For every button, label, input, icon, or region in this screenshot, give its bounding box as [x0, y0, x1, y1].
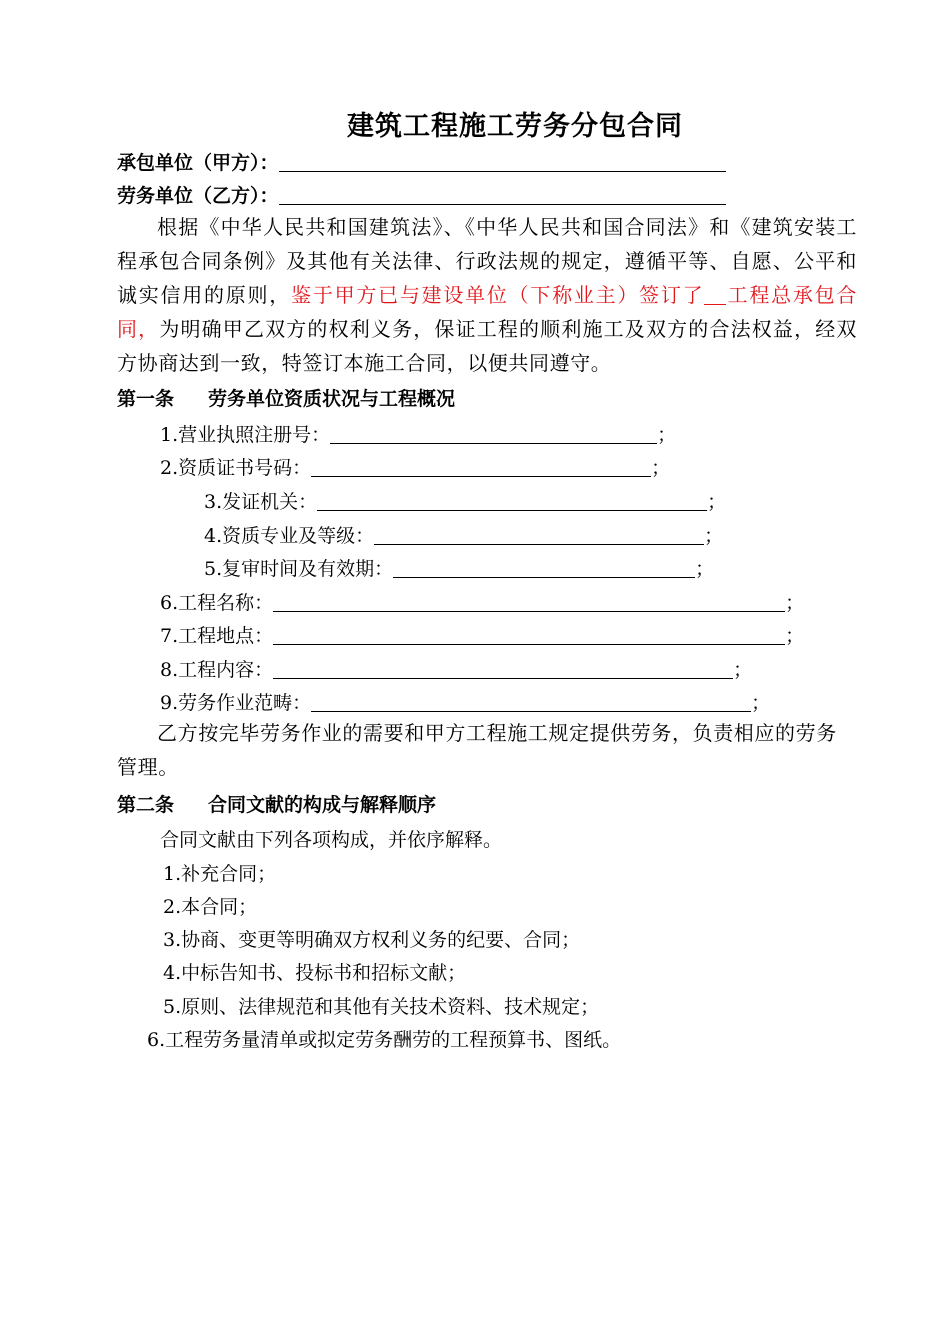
- article-2-intro: 合同文献由下列各项构成，并依序解释。: [160, 829, 503, 851]
- list-item: [160, 621, 804, 648]
- item-label: 1.营业执照注册号：: [160, 424, 331, 446]
- list-item: 2.本合同；: [163, 896, 258, 918]
- item-label: 3.发证机关：: [204, 491, 318, 513]
- item-end: ；: [733, 659, 753, 681]
- list-item: 1.补充合同；: [163, 863, 277, 885]
- item-label: 6.工程名称：: [160, 592, 274, 614]
- item-end: ；: [695, 558, 715, 580]
- intro-paragraph: [117, 210, 857, 380]
- item-label: 7.工程地点：: [160, 625, 274, 647]
- list-item: [160, 655, 752, 682]
- intro-red-text-2: 工程总承包合同，: [117, 283, 857, 341]
- list-item: 4.中标告知书、投标书和招标文献；: [163, 962, 467, 984]
- item-label: 4.资质专业及等级：: [204, 525, 375, 547]
- article-1-number: 第一条: [117, 388, 175, 410]
- list-item: [204, 521, 723, 548]
- list-item: 5.原则、法律规范和其他有关技术资料、技术规定；: [163, 996, 600, 1018]
- item-end: ；: [751, 692, 771, 714]
- list-item: 3.协商、变更等明确双方权利义务的纪要、合同；: [163, 929, 581, 951]
- item-label: 5.复审时间及有效期：: [204, 558, 394, 580]
- intro-text-1: 根据《中华人民共和国建筑法》、《中华人民共和国合同法》和《建筑安装工程承包合同条例》及其他有关法律、行政法规的规定，遵循平等、自愿、公平和诚实信用的原则，: [117, 215, 857, 307]
- field-blank[interactable]: [311, 693, 751, 712]
- item-end: ；: [704, 525, 724, 547]
- article-2-number: 第二条: [117, 794, 175, 816]
- list-item: [204, 487, 726, 514]
- list-item: [160, 453, 670, 480]
- item-end: ；: [651, 457, 671, 479]
- field-blank[interactable]: [311, 458, 651, 477]
- item-end: ；: [657, 424, 677, 446]
- item-end: ；: [707, 491, 727, 513]
- article-2-heading: [117, 790, 436, 817]
- list-item: 6.工程劳务量清单或拟定劳务酬劳的工程预算书、图纸。: [147, 1029, 622, 1051]
- party-b-row: [117, 181, 726, 208]
- intro-text-2: 为明确甲乙双方的权利义务，保证工程的顺利施工及双方的合法权益，经双方协商达到一致，特签订本施工合同，以便共同遵守。: [117, 317, 857, 375]
- item-end: ；: [785, 625, 805, 647]
- article-1-heading: [117, 384, 455, 411]
- contract-blank[interactable]: [704, 288, 726, 305]
- list-item: [160, 420, 676, 447]
- party-a-row: [117, 148, 726, 175]
- list-item: [160, 588, 804, 615]
- party-b-blank[interactable]: [279, 186, 726, 205]
- item-end: ；: [785, 592, 805, 614]
- item-label: 8.工程内容：: [160, 659, 274, 681]
- field-blank[interactable]: [317, 492, 707, 511]
- intro-red-text-1: 鉴于甲方已与建设单位（下称业主）签订了: [291, 283, 705, 307]
- field-blank[interactable]: [374, 526, 704, 545]
- document-title: 建筑工程施工劳务分包合同: [347, 111, 683, 142]
- field-blank[interactable]: [393, 559, 695, 578]
- field-blank[interactable]: [273, 660, 733, 679]
- list-item: [204, 554, 714, 581]
- party-a-blank[interactable]: [279, 153, 726, 172]
- article-2-title: 合同文献的构成与解释顺序: [208, 794, 437, 816]
- field-blank[interactable]: [273, 593, 785, 612]
- field-blank[interactable]: [330, 425, 657, 444]
- item-label: 2.资质证书号码：: [160, 457, 312, 479]
- party-a-label: 承包单位（甲方）：: [117, 152, 279, 174]
- field-blank[interactable]: [273, 626, 785, 645]
- article-1-title: 劳务单位资质状况与工程概况: [208, 388, 456, 410]
- item-label: 9.劳务作业范畴：: [160, 692, 312, 714]
- list-item: [160, 688, 770, 715]
- party-b-label: 劳务单位（乙方）：: [117, 185, 279, 207]
- article-1-closing: 乙方按完毕劳务作业的需要和甲方工程施工规定提供劳务，负责相应的劳务管理。: [117, 721, 837, 779]
